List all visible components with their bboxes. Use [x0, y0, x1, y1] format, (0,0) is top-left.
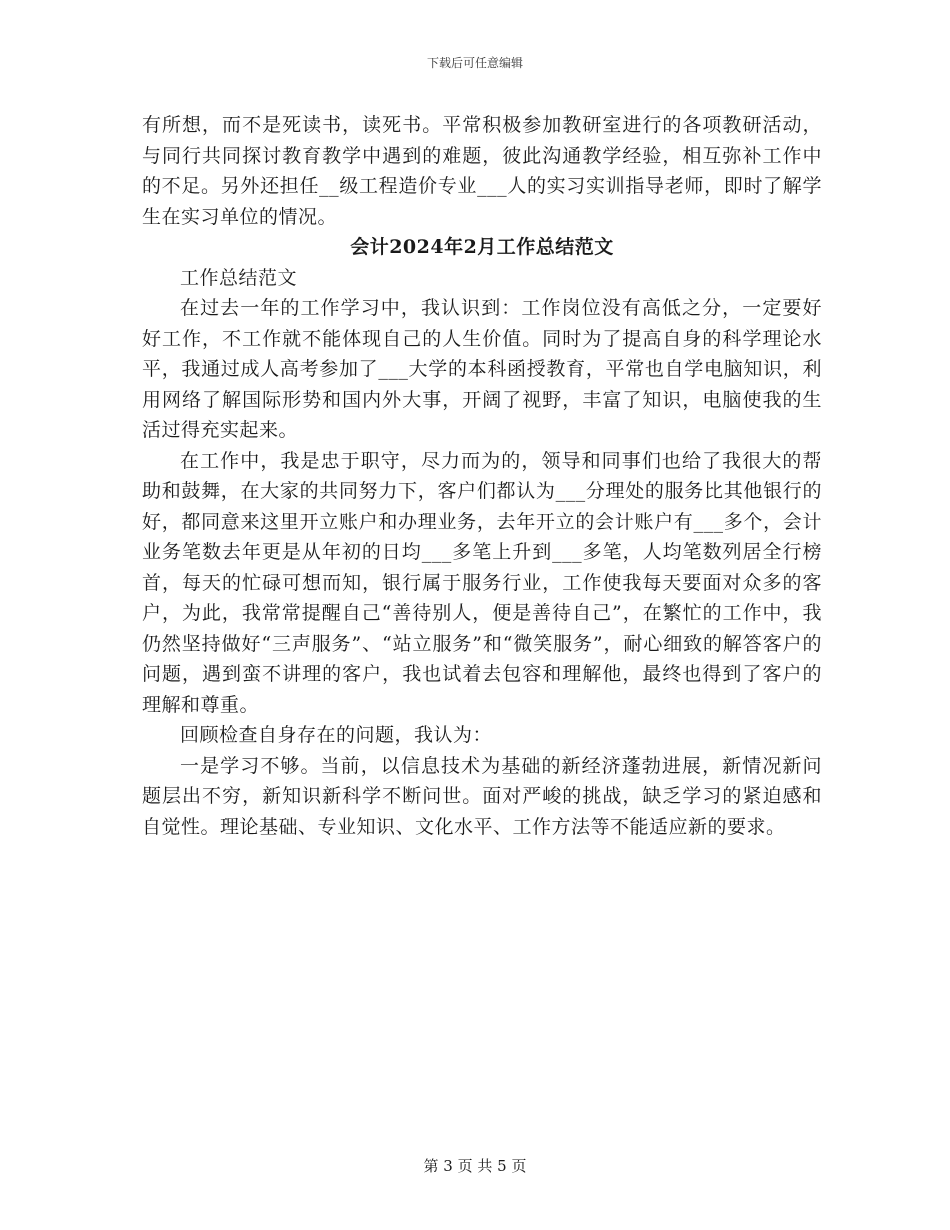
section-title: 会计2024年2月工作总结范文 — [350, 236, 614, 258]
paragraph-4: 一是学习不够。当前，以信息技术为基础的新经济蓬勃进展，新情况新问题层出不穷，新知识新科学不断问世。面对严峻的挑战，缺乏学习的紧迫感和自觉性。理论基础、专业知识、文化水平、工作方法等不能适应新的要求。 — [142, 754, 822, 838]
document-body — [142, 110, 822, 842]
paragraph-1: 在过去一年的工作学习中，我认识到：工作岗位没有高低之分，一定要好好工作，不工作就不能体现自己的人生价值。同时为了提高自身的科学理论水平，我通过成人高考参加了___大学的本科函授教育，平常也自学电脑知识，利用网络了解国际形势和国内外大事，开阔了视野，丰富了知识，电脑使我的生活过得充实起来。 — [142, 297, 822, 441]
section-subtitle: 工作总结范文 — [180, 266, 298, 289]
paragraph-3: 回顾检查自身存在的问题，我认为： — [180, 724, 493, 746]
page-indicator: 第 3 页 共 5 页 — [423, 1157, 527, 1175]
continued-paragraph: 有所想，而不是死读书，读死书。平常积极参加教研室进行的各项教研活动，与同行共同探讨教育教学中遇到的难题，彼此沟通教学经验，相互弥补工作中的不足。另外还担任__级工程造价专业___人的实习实训指导老师，即时了解学生在实习单位的情况。 — [142, 114, 822, 228]
paragraph-2: 在工作中，我是忠于职守，尽力而为的，领导和同事们也给了我很大的帮助和鼓舞，在大家的共同努力下，客户们都认为___分理处的服务比其他银行的好，都同意来这里开立账户和办理业务，去年开立的会计账户有___多个，会计业务笔数去年更是从年初的日均___多笔上升到___多笔，人均笔数列居全行榜首，每天的忙碌可想而知，银行属于服务行业，工作使我每天要面对众多的客户，为此，我常常提醒自己“善待别人，便是善待自己”，在繁忙的工作中，我仍然坚持做好“三声服务”、“站立服务”和“微笑服务”，耐心细致的解答客户的问题，遇到蛮不讲理的客户，我也试着去包容和理解他，最终也得到了客户的理解和尊重。 — [142, 449, 822, 716]
header-note: 下载后可任意编辑 — [426, 56, 523, 70]
